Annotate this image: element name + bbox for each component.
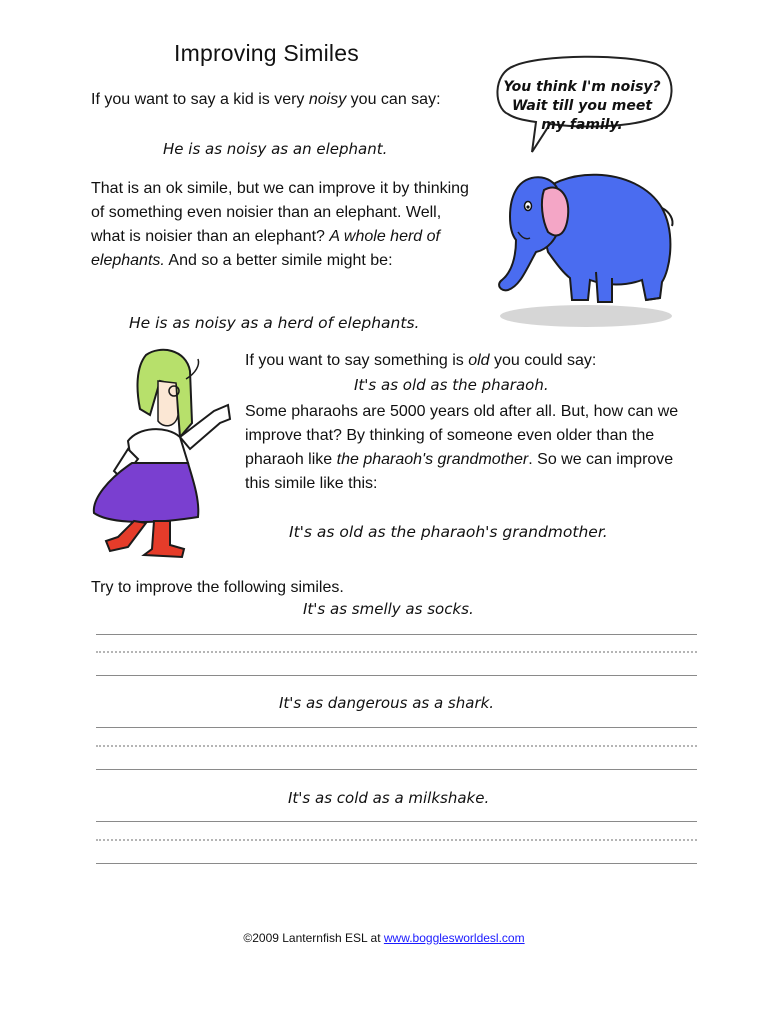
grandmother-illustration bbox=[88, 345, 240, 563]
answer-line-bottom bbox=[96, 769, 697, 770]
old-intro-text-a: If you want to say something is bbox=[245, 352, 469, 369]
elephant-illustration bbox=[486, 160, 676, 330]
noisy-intro-text-b: you can say: bbox=[346, 91, 441, 108]
old-body-a: Some pharaohs are 5000 years old after all. But, how can we improve that? By thinking of someone even older than the pharaoh like bbox=[245, 403, 679, 468]
old-intro bbox=[245, 349, 705, 373]
answer-line-bottom bbox=[96, 863, 697, 864]
bubble-line-3: my family. bbox=[541, 117, 623, 133]
noisy-intro-text-a: If you want to say a kid is very bbox=[91, 91, 309, 108]
noisy-example: He is as noisy as an elephant. bbox=[163, 140, 388, 158]
noisy-body-a: That is an ok simile, but we can improve it by thinking of something even noisier than an elephant. Well, what is noisier than an elephant? bbox=[91, 180, 469, 245]
page-title: Improving Similes bbox=[174, 40, 359, 66]
herd-highlight: A whole herd of elephants. bbox=[91, 228, 440, 269]
old-improved-simile: It's as old as the pharaoh's grandmother. bbox=[289, 523, 608, 541]
old-intro-text-b: you could say: bbox=[489, 352, 597, 369]
footer bbox=[0, 931, 768, 945]
old-example: It's as old as the pharaoh. bbox=[354, 376, 549, 394]
answer-line-dotted bbox=[96, 839, 697, 841]
exercise-item-socks: It's as smelly as socks. bbox=[303, 600, 474, 618]
noisy-intro bbox=[91, 88, 461, 112]
old-word: old bbox=[468, 352, 490, 369]
footer-link[interactable]: www.bogglesworldesl.com bbox=[383, 931, 525, 945]
noisy-body-b: And so a better simile might be: bbox=[164, 252, 393, 269]
speech-bubble-text bbox=[492, 78, 672, 135]
answer-line-dotted bbox=[96, 651, 697, 653]
answer-line-dotted bbox=[96, 745, 697, 747]
grandmother-highlight: the pharaoh's grandmother bbox=[336, 451, 529, 468]
answer-line-top bbox=[96, 727, 697, 728]
old-body-b: . So we can improve this simile like this: bbox=[245, 451, 674, 492]
footer-copyright: ©2009 Lanternfish ESL at bbox=[243, 931, 384, 945]
exercise-item-milkshake: It's as cold as a milkshake. bbox=[288, 789, 490, 807]
answer-line-top bbox=[96, 821, 697, 822]
noisy-explanation bbox=[91, 177, 476, 273]
old-explanation bbox=[245, 400, 685, 496]
exercise-prompt: Try to improve the following similes. bbox=[91, 579, 344, 596]
answer-line-bottom bbox=[96, 675, 697, 676]
answer-line-top bbox=[96, 634, 697, 635]
exercise-item-shark: It's as dangerous as a shark. bbox=[279, 694, 495, 712]
bubble-line-1: You think I'm noisy? bbox=[503, 79, 661, 95]
noisy-improved-simile: He is as noisy as a herd of elephants. bbox=[129, 314, 420, 332]
bubble-line-2: Wait till you meet bbox=[511, 98, 653, 114]
noisy-word: noisy bbox=[308, 91, 347, 108]
